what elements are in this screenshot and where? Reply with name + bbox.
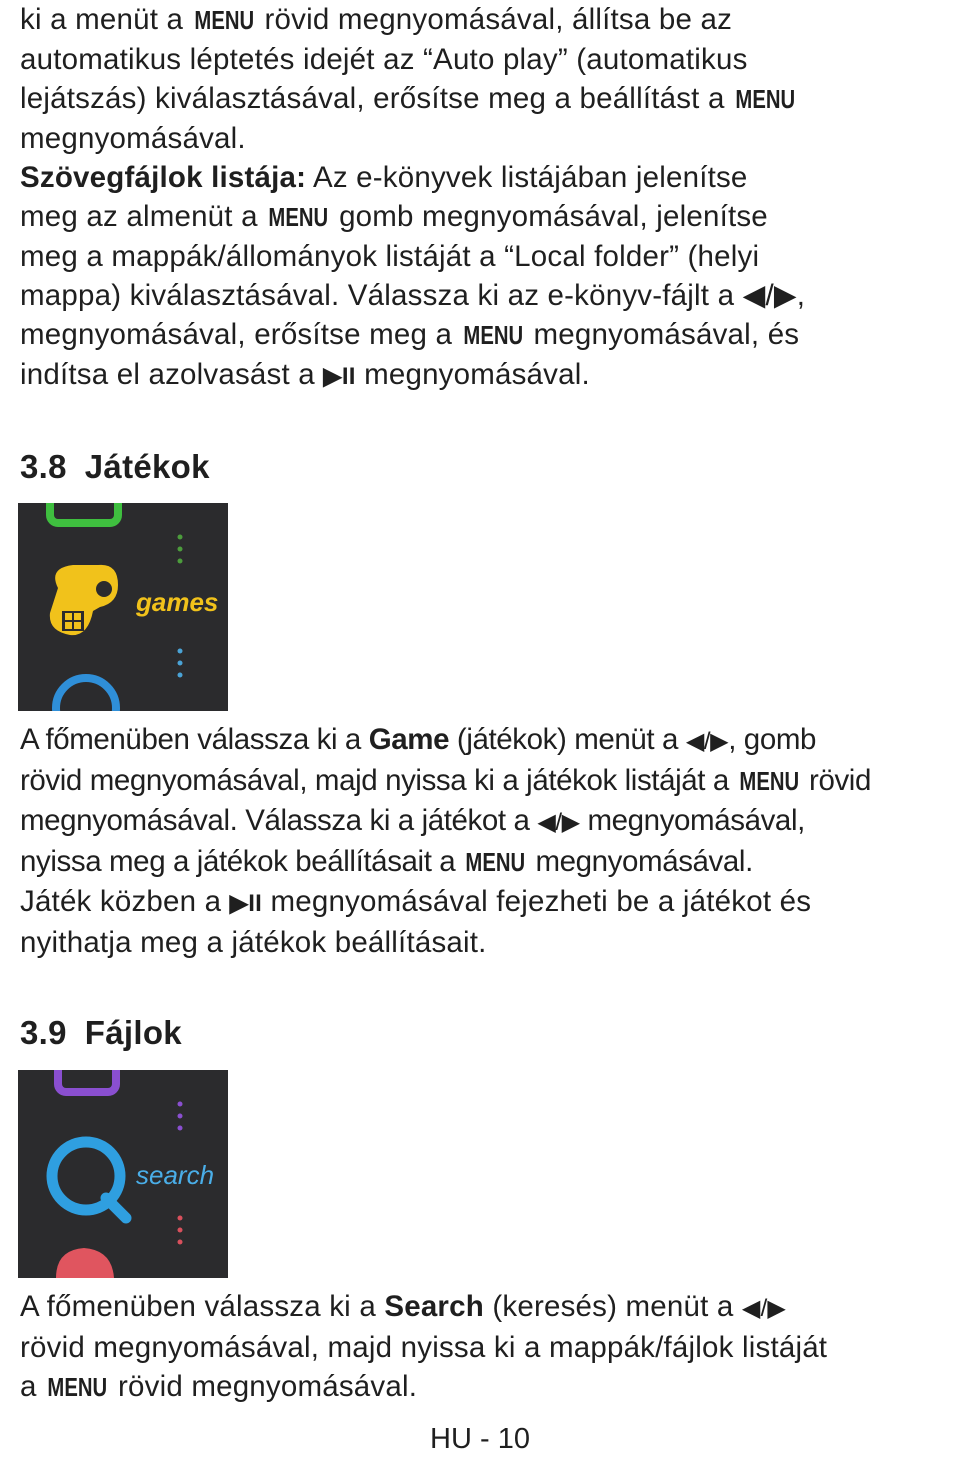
text: rövid megnyomásával. <box>117 1370 418 1403</box>
text: megnyomásával, <box>587 804 805 837</box>
section-heading-files: 3.9 Fájlok <box>20 1014 182 1051</box>
text: , gomb <box>728 723 817 756</box>
text: ki a menüt a <box>20 3 184 36</box>
games-menu-screenshot <box>18 503 228 711</box>
text: meg az almenüt a <box>20 200 258 233</box>
text: a <box>20 1370 37 1403</box>
bold-label: Szövegfájlok listája: <box>20 161 307 194</box>
play-pause-icon: ▶II <box>323 363 356 390</box>
menu-key: MENU <box>465 847 526 877</box>
text: megnyomásával. <box>364 358 590 391</box>
text: rövid megnyomásával, majd nyissa ki a mappák/fájlok listáját <box>20 1331 828 1364</box>
bold-label: Search <box>384 1290 484 1323</box>
text: mappa) kiválasztásával. Válassza ki az e-könyv-fájlt a ◀/▶, <box>20 279 806 312</box>
text: megnyomásával. Válassza ki a játékot a <box>20 804 530 837</box>
text: A főmenüben válassza ki a <box>20 1290 376 1323</box>
search-menu-screenshot <box>18 1070 228 1278</box>
svg-text:search: search <box>136 1160 215 1190</box>
text: rövid megnyomásával, állítsa be az <box>264 3 733 36</box>
text: megnyomásával. <box>20 122 246 155</box>
text: megnyomásával, és <box>533 318 800 351</box>
text: megnyomásával, erősítse meg a <box>20 318 453 351</box>
text: rövid <box>809 764 871 797</box>
text: nyissa meg a játékok beállításait a <box>20 845 456 878</box>
text: lejátszás) kiválasztásával, erősítse meg a beállítást a <box>20 82 725 115</box>
section-heading-games: 3.8 Játékok <box>20 448 210 485</box>
text: Az e-könyvek listájában jelenítse <box>306 161 748 194</box>
text: indítsa el azolvasást a <box>20 358 315 391</box>
text: meg a mappák/állományok listáját a “Local folder” (helyi <box>20 240 760 273</box>
text: (játékok) menüt a <box>456 723 679 756</box>
text: gomb megnyomásával, jelenítse <box>339 200 768 233</box>
text: Játék közben a <box>20 885 222 918</box>
menu-key: MENU <box>462 320 523 350</box>
arrows-icon: ◀/▶ <box>537 809 580 836</box>
text: automatikus léptetés idejét az “Auto play” (automatikus <box>20 43 748 76</box>
search-icon <box>18 1070 228 1278</box>
menu-key: MENU <box>735 84 796 114</box>
menu-key: MENU <box>268 202 329 232</box>
text: megnyomásával fejezheti be a játékot és <box>270 885 812 918</box>
games-text <box>20 720 871 962</box>
bold-label: Game <box>368 723 450 756</box>
text: nyithatja meg a játékok beállításait. <box>20 926 487 959</box>
menu-key: MENU <box>47 1372 108 1402</box>
menu-key: MENU <box>193 5 254 35</box>
games-icon <box>18 503 228 711</box>
page-number: HU - 10 <box>430 1423 530 1455</box>
play-pause-icon: ▶II <box>229 890 263 917</box>
intro-text <box>20 0 805 396</box>
arrows-icon: ◀/▶ <box>685 728 729 755</box>
text: rövid megnyomásával, majd nyissa ki a játékok listáját a <box>20 764 729 797</box>
svg-text:games: games <box>136 587 219 617</box>
text: megnyomásával. <box>535 845 753 878</box>
arrows-icon: ◀/▶ <box>741 1295 787 1322</box>
files-text <box>20 1287 827 1407</box>
text: A főmenüben válassza ki a <box>20 723 361 756</box>
text: (keresés) menüt a <box>492 1290 734 1323</box>
menu-key: MENU <box>739 766 799 796</box>
